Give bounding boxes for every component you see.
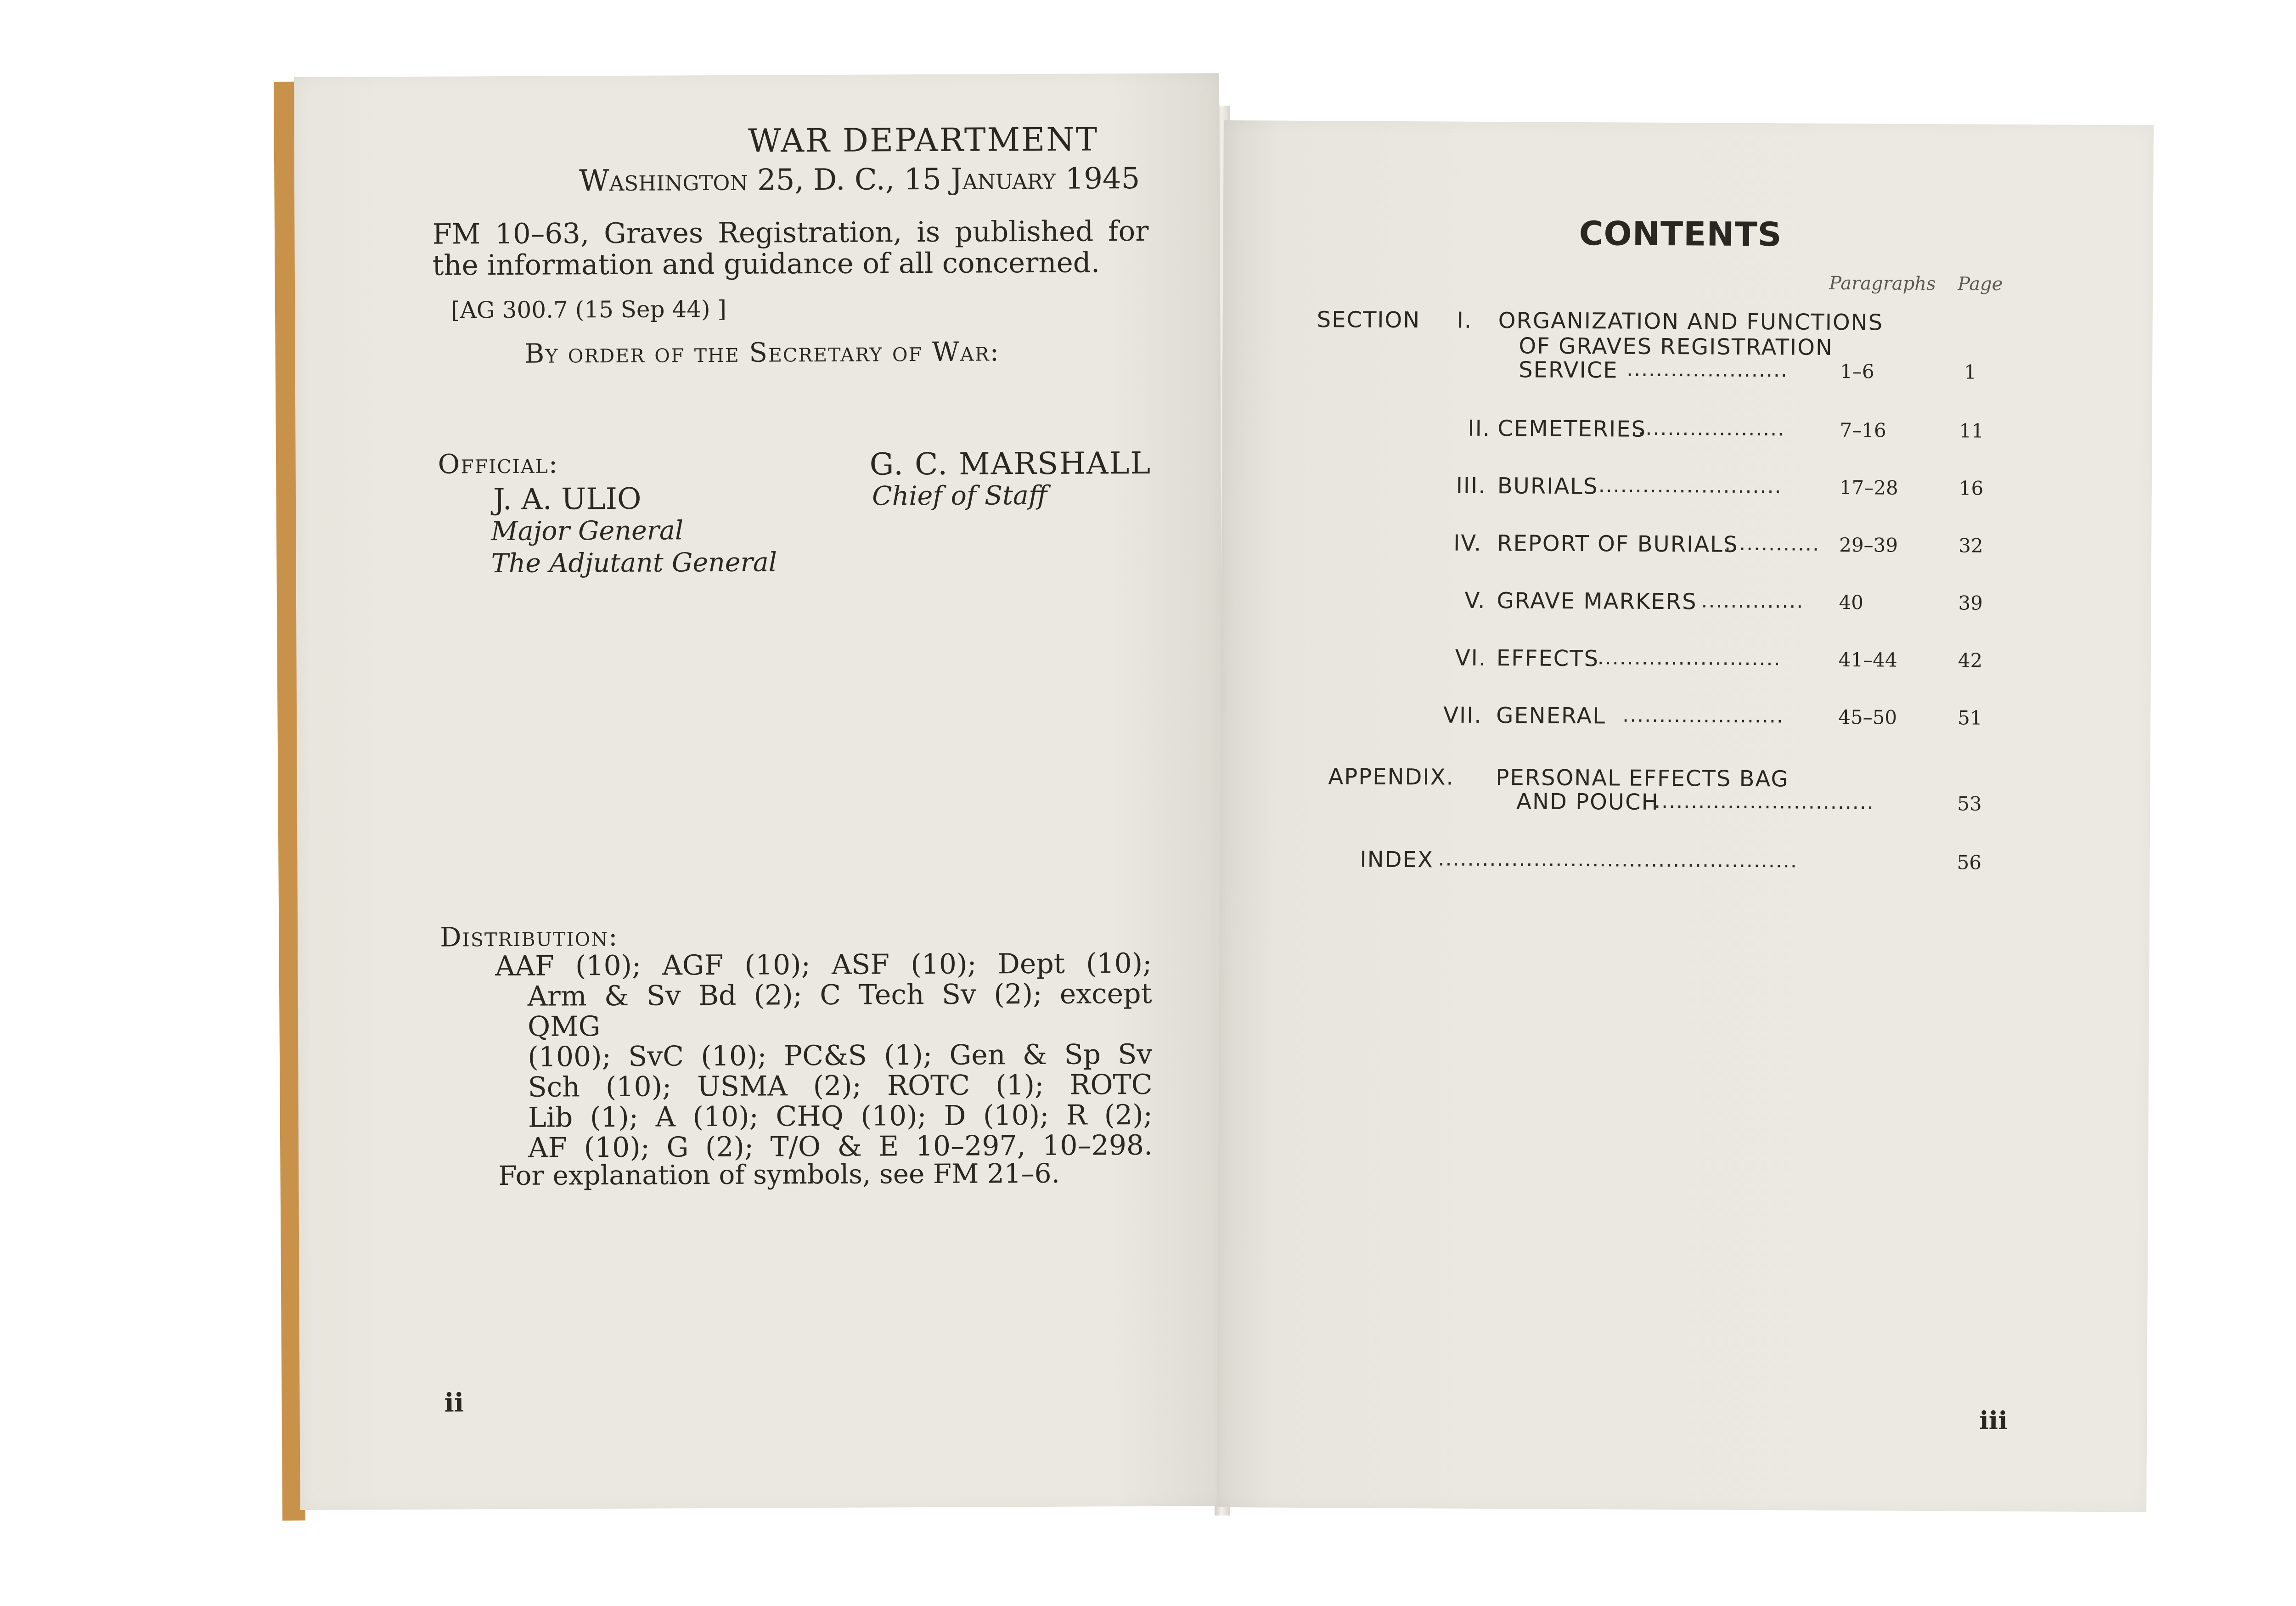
toc-section-number: V. — [1464, 587, 1486, 614]
right-page — [1216, 120, 2154, 1512]
toc-leader: ......................... — [1597, 646, 1781, 671]
toc-paragraphs: 7–16 — [1840, 419, 1886, 442]
toc-page: 39 — [1958, 592, 1983, 614]
toc-section-title: GRAVE MARKERS — [1497, 588, 1697, 615]
toc-leader: ..................... — [1631, 416, 1785, 441]
by-order-line: By order of the Secretary of War: — [524, 336, 1000, 369]
toc-page: 32 — [1958, 534, 1983, 557]
toc-leader: .............................. — [1654, 789, 1874, 814]
toc-page: 51 — [1958, 706, 1982, 729]
toc-section-title: GENERAL — [1496, 703, 1606, 729]
intro-paragraph: FM 10–63, Graves Registration, is published for the information and guidance of all concerned. — [432, 214, 1149, 282]
left-page — [294, 73, 1226, 1510]
toc-section-number: IV. — [1453, 530, 1482, 556]
toc-section-number: VII. — [1443, 702, 1482, 728]
toc-leader: ................................................. — [1438, 847, 1798, 873]
appendix-page: 53 — [1957, 792, 1982, 815]
distribution-line: (100); SvC (10); PC&S (1); Gen & Sp Sv — [528, 1038, 1153, 1073]
toc-section-title: BURIALS — [1497, 473, 1598, 500]
official-label: Official: — [438, 448, 559, 480]
toc-section-title: CEMETERIES — [1497, 416, 1647, 442]
official-name: J. A. ULIO — [493, 482, 642, 517]
toc-page: 42 — [1958, 649, 1983, 672]
distribution-label: Distribution: — [440, 920, 619, 953]
dateline: Washington 25, D. C., 15 January 1945 — [579, 161, 1140, 198]
official-rank: Major General — [491, 515, 684, 547]
signer-name: G. C. MARSHALL — [869, 445, 1152, 482]
appendix-title: AND POUCH — [1516, 789, 1659, 815]
toc-section-number: II. — [1468, 415, 1491, 442]
war-department-heading: WAR DEPARTMENT — [748, 120, 1099, 160]
toc-section-number: I. — [1457, 307, 1473, 333]
toc-section-title: ORGANIZATION AND FUNCTIONS — [1498, 308, 1884, 336]
toc-paragraphs: 17–28 — [1839, 476, 1898, 499]
toc-page: 16 — [1958, 477, 1984, 500]
symbols-explanation: For explanation of symbols, see FM 21–6. — [498, 1157, 1060, 1192]
toc-leader: ............. — [1724, 531, 1820, 556]
contents-title: CONTENTS — [1579, 214, 1782, 254]
distribution-line: Lib (1); A (10); CHQ (10); D (10); R (2); — [528, 1099, 1153, 1134]
appendix-label: APPENDIX. — [1328, 764, 1454, 790]
toc-section-title: EFFECTS — [1496, 645, 1599, 672]
toc-leader: .............. — [1701, 589, 1804, 613]
index-page: 56 — [1957, 851, 1982, 874]
official-title: The Adjutant General — [491, 547, 777, 579]
toc-paragraphs: 41–44 — [1838, 648, 1897, 671]
distribution-line: AF (10); G (2); T/O & E 10–297, 10–298. — [528, 1129, 1153, 1164]
distribution-line: Arm & Sv Bd (2); C Tech Sv (2); except QMG — [527, 977, 1152, 1043]
toc-section-title: SERVICE — [1519, 357, 1618, 383]
toc-leader: ......................... — [1598, 473, 1782, 498]
toc-paragraphs: 40 — [1839, 591, 1864, 614]
toc-section-title: REPORT OF BURIALS — [1497, 530, 1739, 558]
toc-paragraphs: 45–50 — [1838, 706, 1897, 729]
signer-title: Chief of Staff — [872, 480, 1047, 512]
section-word: SECTION — [1317, 307, 1421, 333]
index-label: INDEX — [1360, 846, 1434, 873]
toc-section-number: VI. — [1455, 645, 1487, 671]
toc-paragraphs: 1–6 — [1840, 360, 1874, 383]
distribution-line: AAF (10); AGF (10); ASF (10); Dept (10); — [495, 947, 1152, 983]
toc-section-title: OF GRAVES REGISTRATION — [1519, 333, 1833, 361]
page-number-left: ii — [444, 1387, 464, 1418]
toc-leader: ...................... — [1622, 703, 1784, 728]
ag-reference: [AG 300.7 (15 Sep 44) ] — [451, 295, 727, 324]
toc-paragraphs: 29–39 — [1839, 534, 1898, 557]
distribution-line: Sch (10); USMA (2); ROTC (1); ROTC — [528, 1068, 1153, 1104]
page-column-header: Page — [1958, 273, 2003, 295]
appendix-title: PERSONAL EFFECTS BAG — [1496, 765, 1789, 792]
paragraphs-column-header: Paragraphs — [1829, 272, 1936, 295]
distribution-list — [495, 948, 1153, 1163]
toc-leader: ...................... — [1626, 357, 1789, 382]
page-number-right: iii — [1979, 1405, 2008, 1435]
toc-page: 11 — [1959, 419, 1984, 442]
toc-section-number: III. — [1456, 473, 1486, 499]
toc-page: 1 — [1964, 361, 1977, 383]
